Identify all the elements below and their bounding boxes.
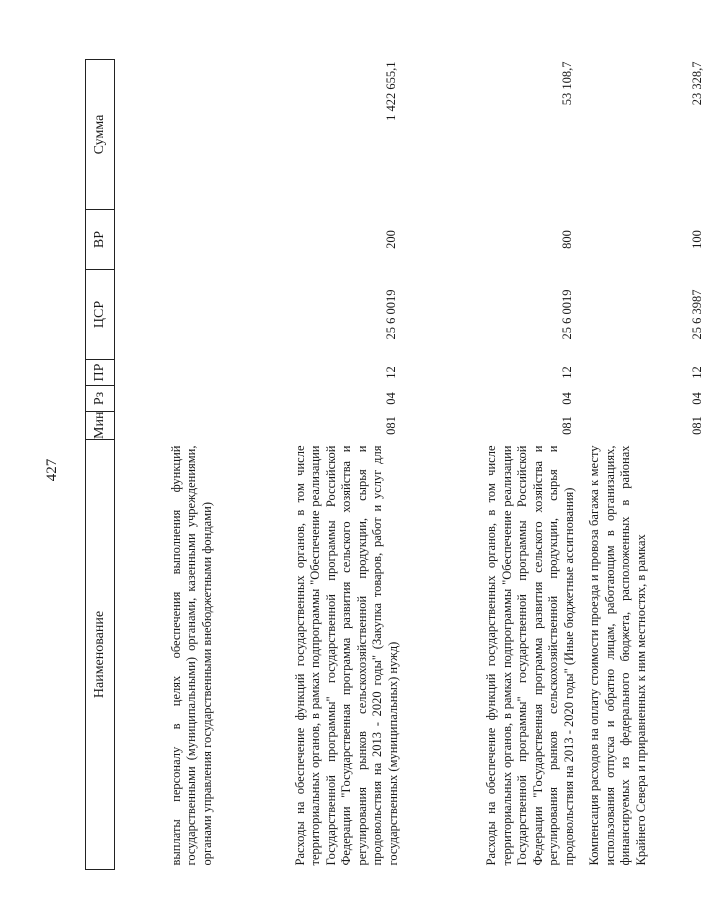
row-name: выплаты персоналу в целях обеспечения выполнения функций государственными (муниципальными) органами, казенными учреждениями, органами управления государственными внебюджетными фондами) (168, 445, 214, 866)
row-vr: 100 (689, 230, 704, 249)
row-rz: 04 (559, 392, 574, 405)
row-min: 081 (689, 416, 704, 435)
header-min: Мин (86, 412, 115, 440)
header-row (86, 60, 115, 870)
header-sum: Сумма (86, 60, 115, 210)
row-rz (115, 386, 222, 412)
header-name: Наименование (86, 440, 115, 870)
row-sum: 1 422 655,1 (383, 61, 398, 121)
row-sum: 53 108,7 (559, 61, 574, 106)
row-csr: 25 6 0019 (383, 289, 398, 340)
row-pr: 12 (559, 366, 574, 379)
row-name: Расходы на обеспечение функций государственных органов, в том числе территориальных органов, в рамках подпрограммы "Обеспечение реализации Государственной программы" государственной программы Российской Федерации "Государственная программа развития сельского хозяйства и регулирования рынков сельскохозяйственной продукции, сырья и продовольствия на 2013 - 2020 годы" (Закупка товаров, работ и услуг для государственных (муниципальных) нужд) (292, 445, 400, 866)
row-name: Расходы на обеспечение функций государственных органов, в том числе территориальных органов, в рамках подпрограммы "Обеспечение реализации Государственной программы" государственной программы Российской Федерации "Государственная программа развития сельского хозяйства и регулирования рынков сельскохозяйственной продукции, сырья и продовольствия на 2013 - 2020 годы" (Иные бюджетные ассигнования) (484, 445, 576, 866)
budget-table (85, 59, 713, 870)
row-csr: 25 6 3987 (689, 289, 704, 340)
row-csr: 25 6 0019 (559, 289, 574, 340)
row-pr (115, 360, 222, 386)
row-vr (115, 210, 222, 270)
row-sum: 23 328,7 (689, 61, 704, 106)
row-pr: 12 (689, 366, 704, 379)
row-csr (115, 270, 222, 360)
table-row (115, 60, 222, 870)
row-vr: 200 (383, 230, 398, 249)
table-row (407, 60, 583, 870)
page-number: 427 (43, 458, 60, 482)
row-rz: 04 (689, 392, 704, 405)
rotated-table-container (85, 60, 704, 870)
header-pr: ПР (86, 360, 115, 386)
row-min: 081 (559, 416, 574, 435)
row-pr: 12 (383, 366, 398, 379)
header-csr: ЦСР (86, 270, 115, 360)
row-min: 081 (383, 416, 398, 435)
row-min (115, 412, 222, 440)
row-vr: 800 (559, 230, 574, 249)
header-vr: ВР (86, 210, 115, 270)
row-rz: 04 (383, 392, 398, 405)
table-row (583, 60, 713, 870)
row-name: Компенсация расходов на оплату стоимости проезда и провоза багажа к месту использования отпуска и обратно лицам, работающим в организациях, финансируемых из федерального бюджета, расположенных в районах Крайнего Севера и приравненных к ним местностях, в рамках (587, 445, 648, 866)
row-sum (115, 60, 222, 210)
table-row (221, 60, 407, 870)
header-rz: Рз (86, 386, 115, 412)
